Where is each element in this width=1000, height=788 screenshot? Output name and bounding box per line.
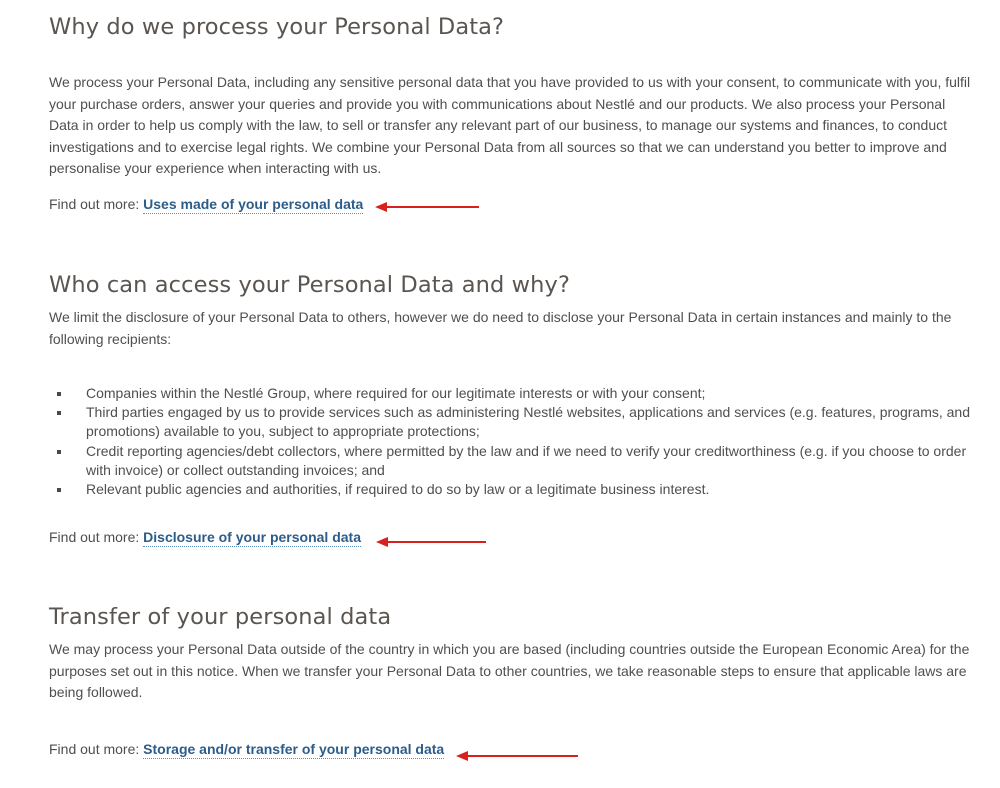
find-out-more-row: [49, 196, 363, 212]
list-item: [49, 384, 979, 403]
section-why-process: [49, 14, 979, 40]
bullet-icon: [57, 392, 61, 396]
find-out-more-label: Find out more:: [49, 741, 140, 757]
disclosure-of-personal-data-link[interactable]: Disclosure of your personal data: [143, 529, 361, 545]
storage-transfer-of-personal-data-link[interactable]: Storage and/or transfer of your personal data: [143, 741, 445, 757]
uses-of-personal-data-link[interactable]: Uses made of your personal data: [143, 196, 364, 212]
list-item-text: Third parties engaged by us to provide services such as administering Nestlé websites, applications and services (e.g. features, programs, and promotions) available to you, subject to appropriate protections;: [86, 404, 971, 440]
red-left-arrow-icon: [375, 200, 481, 214]
section-transfer: [49, 604, 979, 630]
list-item-text: Credit reporting agencies/debt collectors, where permitted by the law and if we need to verify your creditworthiness (e.g. if you choose to order with invoice) or collect outstanding invoices; and: [86, 442, 967, 478]
red-left-arrow-icon: [456, 749, 580, 763]
section-who-can-access: [49, 272, 979, 298]
list-item: [49, 480, 979, 499]
paragraph: We process your Personal Data, including any sensitive personal data that you have provided to us with your consent, to communicate with you, fulfil your purchase orders, answer your queries and provide you with communications about Nestlé and our products. We also process your Personal Data in order to help us comply with the law, to sell or transfer any relevant part of our business, to manage our systems and finances, to conduct investigations and to exercise legal rights. We combine your Personal Data from all sources so that we can understand you better to improve and personalise your experience when interacting with us.: [49, 74, 971, 176]
section-heading: Transfer of your personal data: [49, 604, 392, 630]
section-heading: Why do we process your Personal Data?: [49, 14, 505, 40]
section-transfer-body: [49, 639, 974, 704]
find-out-more-row: [49, 741, 444, 757]
find-out-more-label: Find out more:: [49, 196, 140, 212]
recipients-list: [49, 384, 979, 499]
list-item: [49, 442, 979, 480]
list-item: [49, 403, 979, 441]
list-item-text: Companies within the Nestlé Group, where required for our legitimate interests or with your consent;: [86, 385, 706, 401]
list-item-text: Relevant public agencies and authorities, if required to do so by law or a legitimate business interest.: [86, 481, 710, 498]
paragraph: We limit the disclosure of your Personal Data to others, however we do need to disclose your Personal Data in certain instances and mainly to the following recipients:: [49, 309, 952, 347]
red-left-arrow-icon: [376, 535, 488, 549]
section-heading: Who can access your Personal Data and why?: [49, 272, 570, 298]
bullet-icon: [57, 488, 61, 492]
bullet-icon: [57, 450, 61, 454]
section-who-can-access-body: [49, 307, 974, 350]
find-out-more-label: Find out more:: [49, 529, 140, 545]
find-out-more-row: [49, 529, 361, 545]
section-why-process-body: [49, 72, 974, 180]
bullet-icon: [57, 411, 61, 415]
recipients-list-container: [49, 384, 979, 499]
paragraph: We may process your Personal Data outside of the country in which you are based (including countries outside the European Economic Area) for the purposes set out in this notice. When we transfer your Personal Data to other countries, we take reasonable steps to ensure that applicable laws are being followed.: [49, 641, 970, 700]
